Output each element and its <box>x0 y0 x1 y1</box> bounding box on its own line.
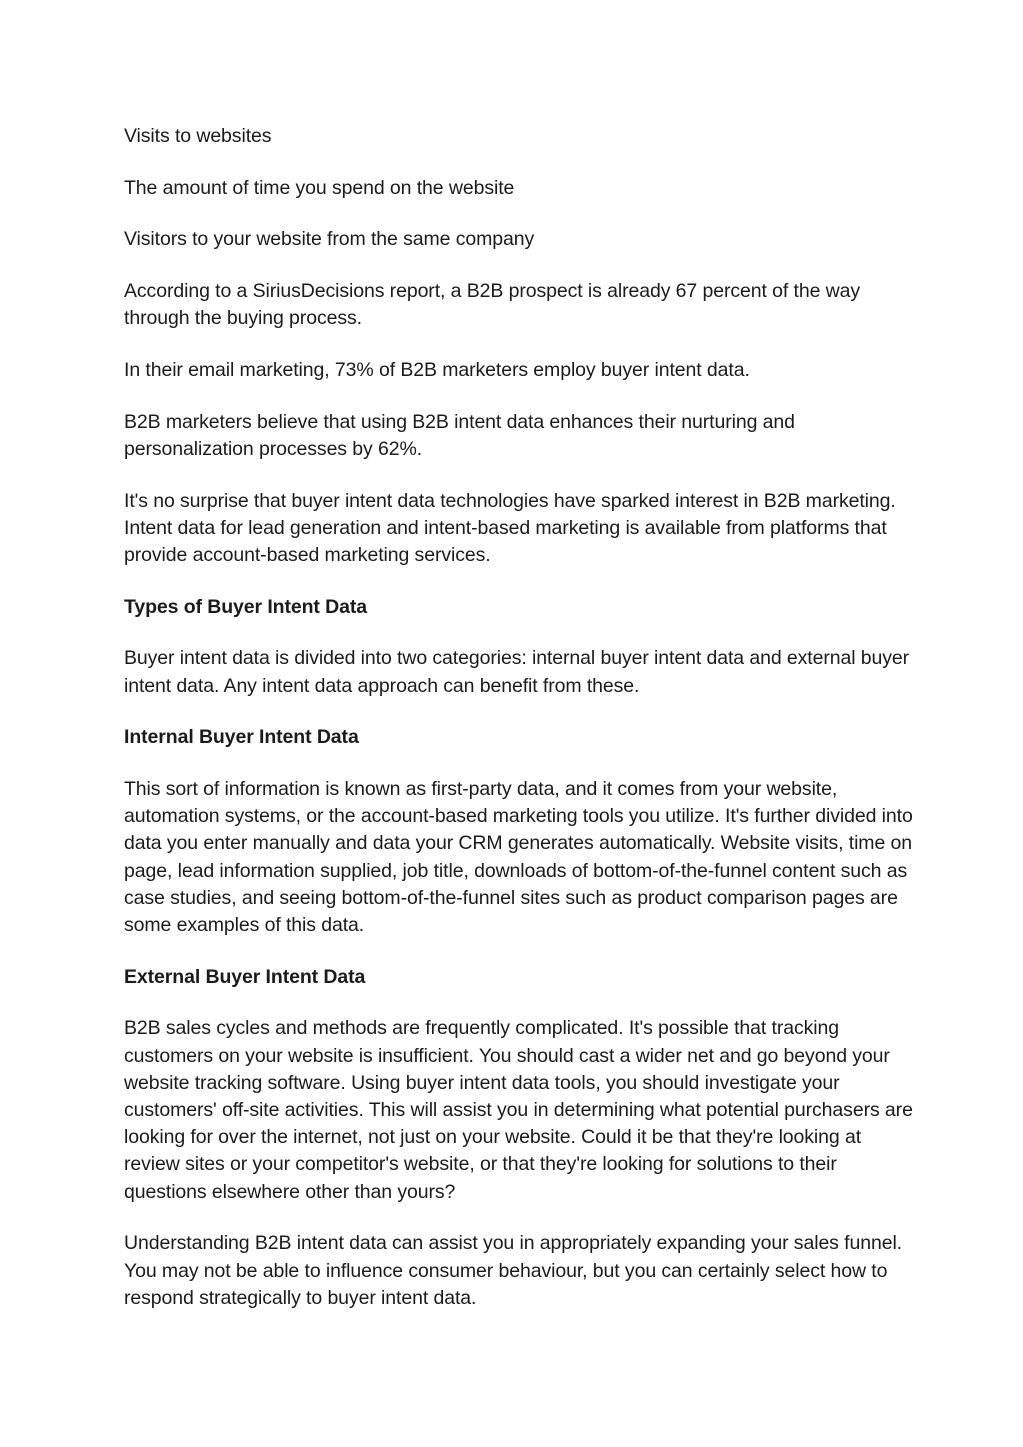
paragraph-understanding-intent-data: Understanding B2B intent data can assist you in appropriately expanding your sales funnel. You may not be able to influence consumer behaviour, but you can certainly select how to respond strategically to buyer intent data. <box>124 1232 902 1309</box>
paragraph-visitors-same-company: Visitors to your website from the same company <box>124 228 535 251</box>
heading-types-of-buyer-intent-data: Types of Buyer Intent Data <box>124 595 367 618</box>
paragraph-nurturing-stat: B2B marketers believe that using B2B intent data enhances their nurturing and personalization processes by 62%. <box>124 410 795 460</box>
paragraph-two-categories: Buyer intent data is divided into two categories: internal buyer intent data and external buyer intent data. Any intent data approach can benefit from these. <box>124 647 910 697</box>
paragraph-email-marketing-stat: In their email marketing, 73% of B2B marketers employ buyer intent data. <box>124 359 750 382</box>
paragraph-internal-data: This sort of information is known as first-party data, and it comes from your website, automation systems, or the account-based marketing tools you utilize. It's further divided into data you enter manually and data your CRM generates automatically. Website visits, time on page, lead information supplied, job title, downloads of bottom-of-the-funnel content such as case studies, and seeing bottom-of-the-funnel sites such as product comparison pages are some examples of this data. <box>124 778 913 937</box>
paragraph-siriusdecisions-report: According to a SiriusDecisions report, a B2B prospect is already 67 percent of the way through the buying process. <box>124 280 861 330</box>
paragraph-time-on-website: The amount of time you spend on the website <box>124 176 515 199</box>
paragraph-external-data: B2B sales cycles and methods are frequently complicated. It's possible that tracking customers on your website is insufficient. You should cast a wider net and go beyond your website tracking software. Using buyer intent data tools, you should investigate your customers' off-site activities. This will assist you in determining what potential purchasers are looking for over the internet, not just on your website. Could it be that they're looking at review sites or your competitor's website, or that they're looking for solutions to their questions elsewhere other than yours? <box>124 1017 913 1203</box>
heading-external-buyer-intent-data: External Buyer Intent Data <box>124 965 366 988</box>
paragraph-visits-to-websites: Visits to websites <box>124 125 272 147</box>
paragraph-intent-technologies: It's no surprise that buyer intent data technologies have sparked interest in B2B marketing. Intent data for lead generation and intent-based marketing is available from platforms that provide account-based marketing services. <box>124 489 896 567</box>
heading-internal-buyer-intent-data: Internal Buyer Intent Data <box>124 726 359 749</box>
document-page <box>124 123 914 1337</box>
